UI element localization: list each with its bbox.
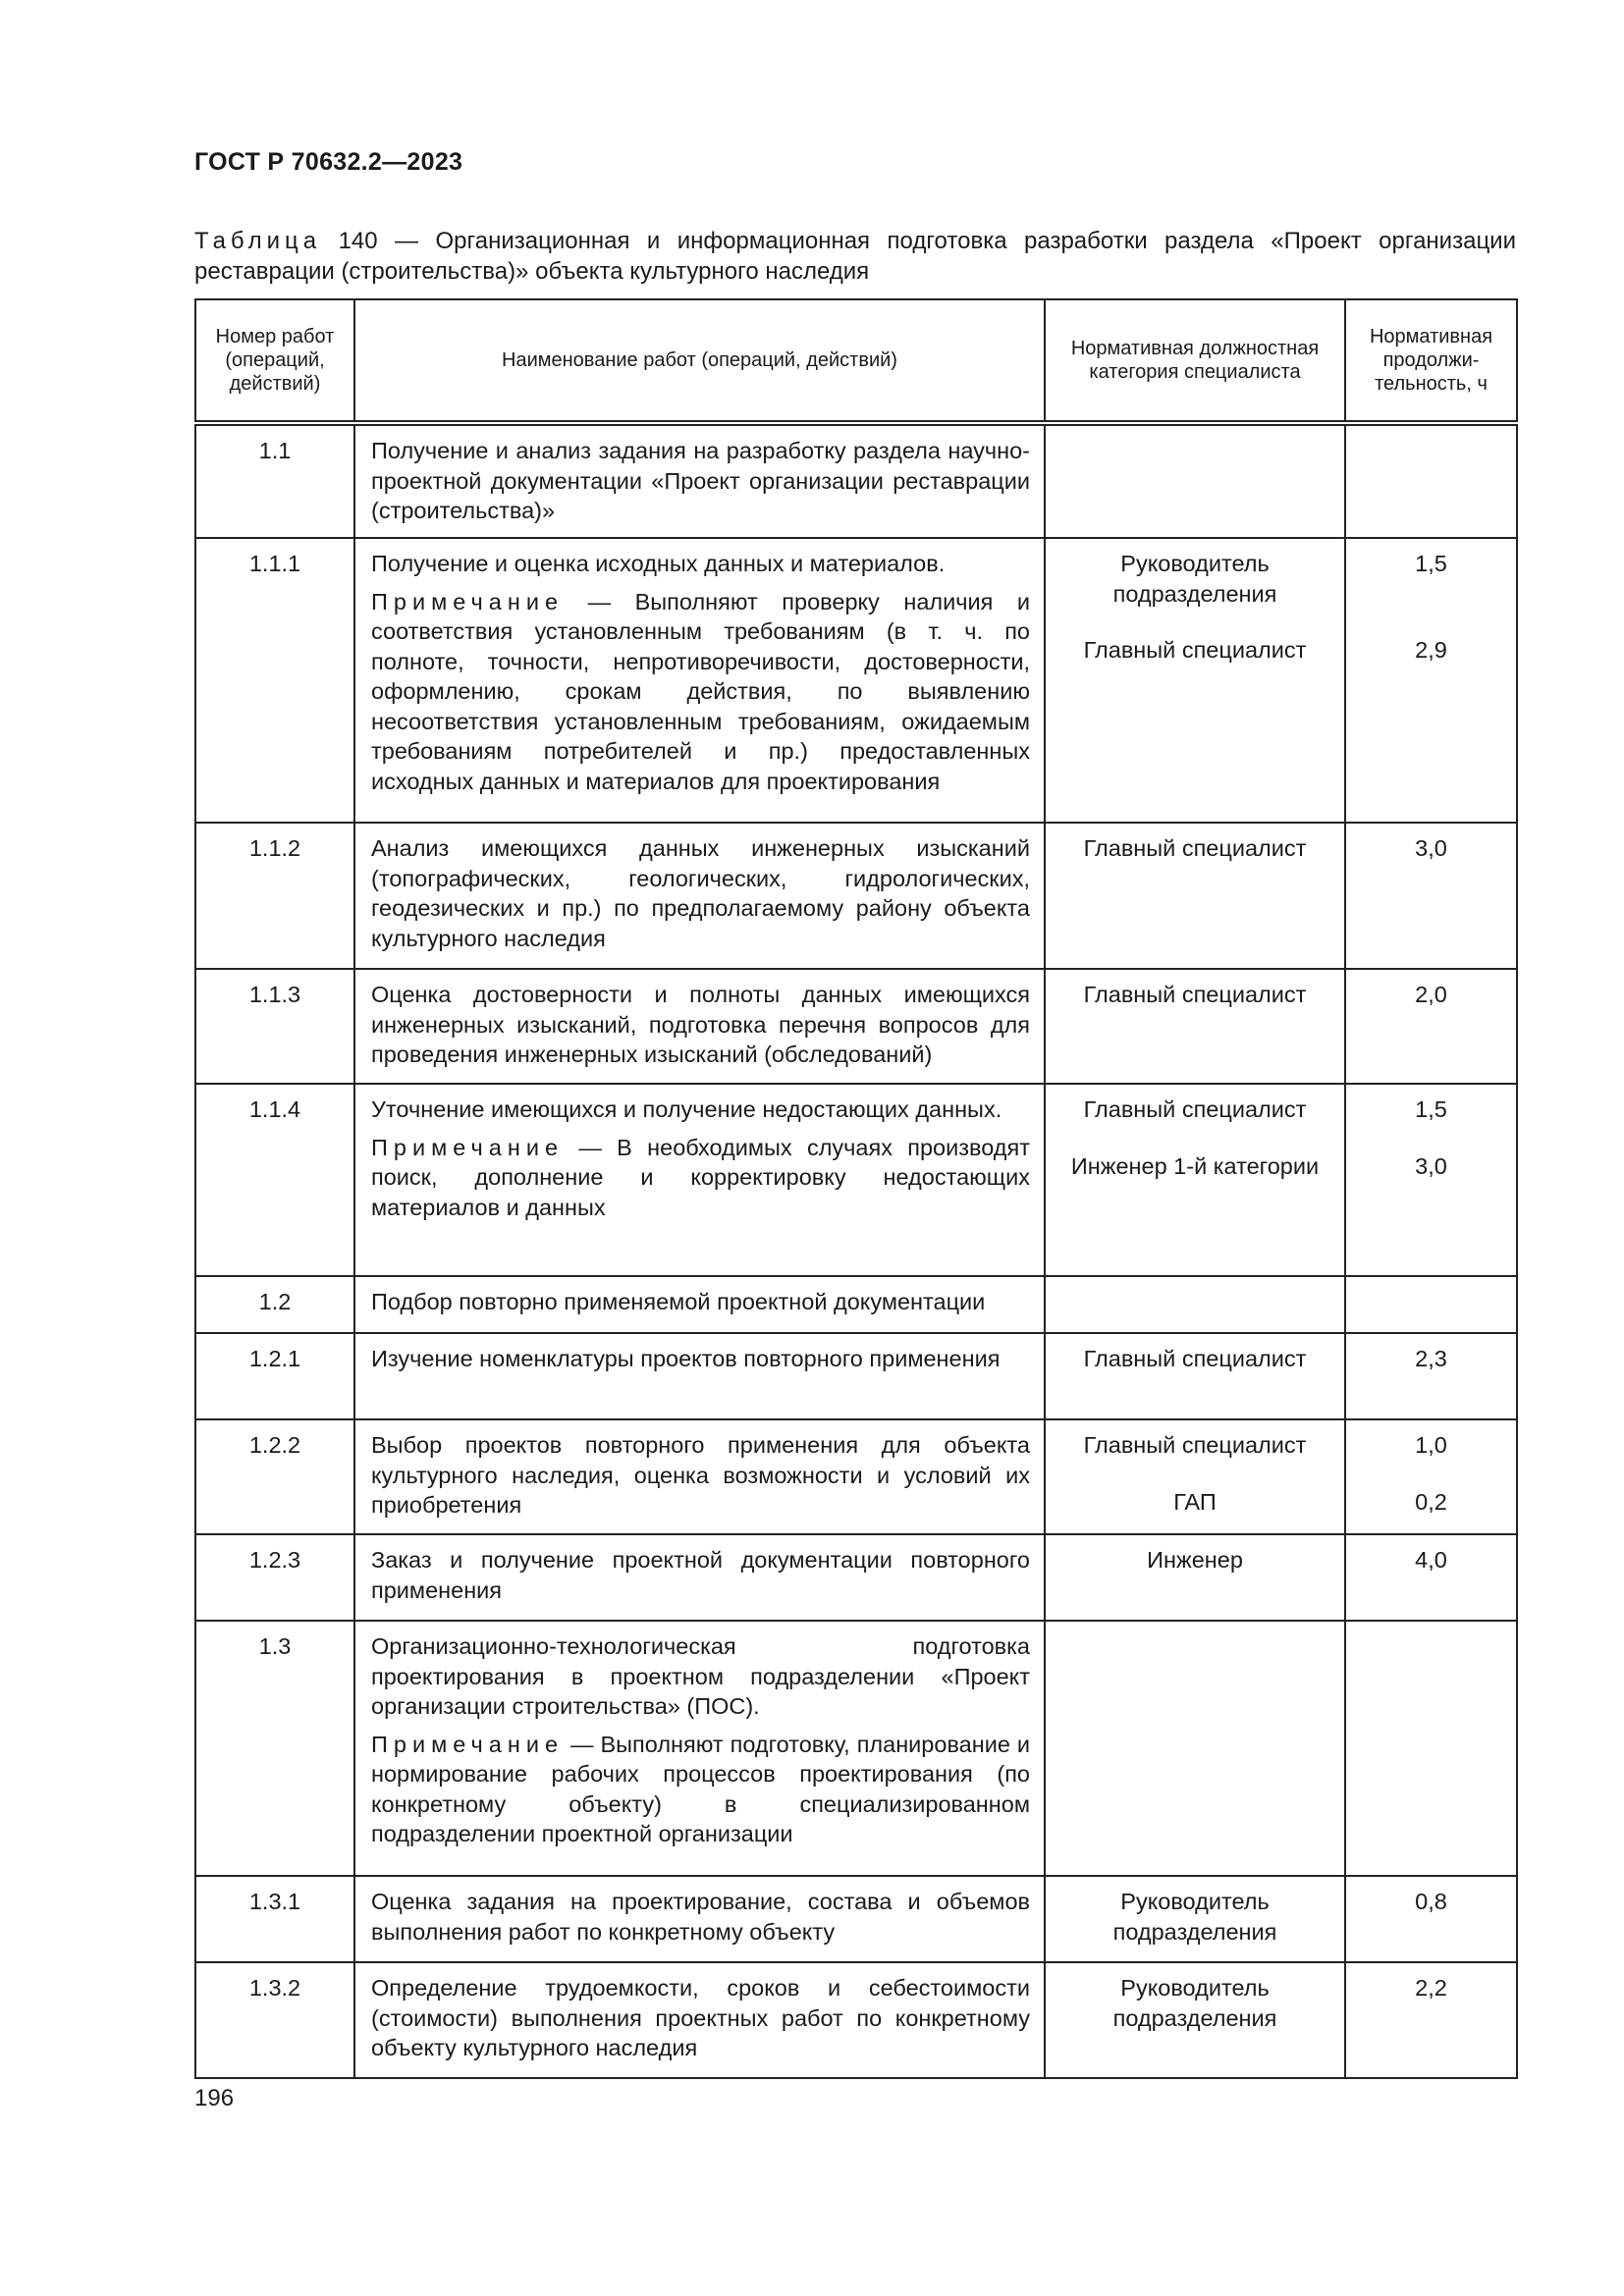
specialist-primary: Главный специалист (1083, 1096, 1307, 1122)
cell-work-name (354, 538, 1045, 823)
cell-work-number: 1.2.2 (195, 1419, 354, 1534)
caption-label: Таблица (194, 228, 322, 254)
duration-primary: 3,0 (1415, 835, 1447, 861)
cell-work-number: 1.2.1 (195, 1333, 354, 1419)
work-name: Уточнение имеющихся и получение недостающих данных. (371, 1096, 1002, 1122)
specialist-primary: Главный специалист (1083, 982, 1307, 1007)
table-row (195, 1962, 1517, 2078)
specialist-primary: Главный специалист (1083, 1432, 1307, 1458)
cell-work-name (354, 969, 1045, 1084)
work-note (371, 587, 1030, 797)
cell-work-name (354, 423, 1045, 538)
cell-specialist (1045, 1962, 1345, 2078)
table-row (195, 1084, 1517, 1276)
cell-duration (1345, 823, 1517, 969)
duration-primary: 1,5 (1415, 551, 1447, 576)
duration-primary: 0,8 (1415, 1889, 1447, 1914)
specialist-primary: Руководитель подразделения (1112, 1889, 1277, 1945)
table-row (195, 823, 1517, 969)
cell-duration (1345, 1084, 1517, 1276)
specialist-secondary: Инженер 1-й категории (1070, 1152, 1320, 1179)
table-row (195, 1276, 1517, 1333)
table-row (195, 1534, 1517, 1621)
work-name: Получение и анализ задания на разработку раздела научно-проектной документации «Проект организации реставрации (строительства)» (371, 438, 1030, 523)
cell-duration (1345, 1621, 1517, 1876)
work-note (371, 1730, 1030, 1849)
note-text: — В необходимых случаях производят поиск, дополнение и корректировку недостающих материалов и данных (371, 1134, 1031, 1220)
cell-work-number: 1.1.1 (195, 538, 354, 823)
cell-specialist (1045, 1534, 1345, 1621)
cell-work-name (354, 1276, 1045, 1333)
cell-work-name (354, 1419, 1045, 1534)
duration-secondary: 0,2 (1415, 1488, 1447, 1515)
cell-specialist (1045, 1876, 1345, 1962)
cell-specialist (1045, 538, 1345, 823)
cell-work-name (354, 1962, 1045, 2078)
cell-specialist (1045, 1333, 1345, 1419)
caption-text: 140 — Организационная и информационная подготовка разработки раздела «Проект организации реставрации (строительства)» объекта культурного наследия (194, 228, 1516, 285)
duration-primary: 4,0 (1415, 1547, 1447, 1573)
page-number: 196 (194, 2085, 235, 2111)
work-norms-table (194, 298, 1518, 2079)
work-name: Оценка задания на проектирование, состава и объемов выполнения работ по конкретному объекту (371, 1889, 1030, 1945)
cell-work-number: 1.1.2 (195, 823, 354, 969)
header-num: Номер работ (операций, действий) (195, 299, 354, 423)
specialist-primary: Главный специалист (1083, 1346, 1307, 1371)
work-name: Организационно-технологическая подготовка проектирования в проектном подразделении «Проект организации строительства» (ПОС). (371, 1633, 1030, 1719)
note-text: — Выполняют подготовку, планирование и нормирование рабочих процессов проектирования (по конкретному объекту) в специализированном подразделении проектной организации (371, 1731, 1031, 1846)
specialist-primary: Главный специалист (1083, 835, 1307, 861)
header-specialist: Нормативная должностная категория специалиста (1045, 299, 1345, 423)
cell-specialist (1045, 1276, 1345, 1333)
duration-primary: 2,2 (1415, 1975, 1447, 2001)
cell-specialist (1045, 1621, 1345, 1876)
cell-work-number: 1.3 (195, 1621, 354, 1876)
duration-primary: 2,0 (1415, 982, 1447, 1007)
cell-work-name (354, 823, 1045, 969)
cell-duration (1345, 1276, 1517, 1333)
cell-duration (1345, 1333, 1517, 1419)
cell-work-name (354, 1333, 1045, 1419)
cell-work-name (354, 1621, 1045, 1876)
table-row (195, 1419, 1517, 1534)
table-header-row (195, 299, 1517, 423)
table-row (195, 538, 1517, 823)
work-name: Анализ имеющихся данных инженерных изысканий (топографических, геологических, гидрологических, геодезических и пр.) по предполагаемому району объекта культурного наследия (371, 835, 1030, 951)
note-label: Примечание (371, 1731, 565, 1757)
header-name: Наименование работ (операций, действий) (354, 299, 1045, 423)
cell-specialist (1045, 1419, 1345, 1534)
duration-primary: 1,0 (1415, 1432, 1447, 1458)
cell-duration (1345, 969, 1517, 1084)
note-label: Примечание (371, 1134, 565, 1160)
cell-duration (1345, 1876, 1517, 1962)
note-text: — Выполняют проверку наличия и соответствия установленным требованиям (в т. ч. по полноте, точности, непротиворечивости, достоверности, оформлению, срокам действия, по выявлению несоответствия установленным требованиям, ожидаемым требованиям потребителей и пр.) предоставленных исходных данных и материалов для проектирования (371, 588, 1030, 794)
specialist-primary: Руководитель подразделения (1112, 551, 1277, 607)
work-name: Заказ и получение проектной документации повторного применения (371, 1547, 1030, 1603)
table-row (195, 423, 1517, 538)
cell-duration (1345, 538, 1517, 823)
work-name: Оценка достоверности и полноты данных имеющихся инженерных изысканий, подготовка перечня вопросов для проведения инженерных изысканий (обследований) (371, 982, 1030, 1067)
cell-work-number: 1.3.2 (195, 1962, 354, 2078)
duration-primary: 2,3 (1415, 1346, 1447, 1371)
cell-work-name (354, 1534, 1045, 1621)
header-duration: Нормативная продолжи-тельность, ч (1345, 299, 1517, 423)
cell-duration (1345, 1962, 1517, 2078)
work-note (371, 1133, 1030, 1223)
table-row (195, 969, 1517, 1084)
cell-specialist (1045, 823, 1345, 969)
cell-duration (1345, 1534, 1517, 1621)
work-name: Получение и оценка исходных данных и материалов. (371, 551, 946, 576)
cell-specialist (1045, 423, 1345, 538)
cell-work-number: 1.1 (195, 423, 354, 538)
table-row (195, 1621, 1517, 1876)
table-row (195, 1333, 1517, 1419)
document-id: ГОСТ Р 70632.2—2023 (194, 148, 463, 176)
cell-duration (1345, 423, 1517, 538)
work-name: Определение трудоемкости, сроков и себестоимости (стоимости) выполнения проектных работ по конкретному объекту культурного наследия (371, 1975, 1030, 2060)
cell-work-number: 1.2.3 (195, 1534, 354, 1621)
cell-specialist (1045, 969, 1345, 1084)
specialist-primary: Инженер (1147, 1547, 1243, 1573)
work-name: Изучение номенклатуры проектов повторного применения (371, 1346, 1001, 1371)
duration-primary: 1,5 (1415, 1096, 1447, 1122)
specialist-secondary: ГАП (1173, 1488, 1217, 1515)
cell-work-number: 1.1.3 (195, 969, 354, 1084)
work-name: Подбор повторно применяемой проектной документации (371, 1289, 986, 1314)
note-label: Примечание (371, 588, 565, 614)
cell-work-name (354, 1876, 1045, 1962)
cell-duration (1345, 1419, 1517, 1534)
cell-specialist (1045, 1084, 1345, 1276)
cell-work-number: 1.3.1 (195, 1876, 354, 1962)
cell-work-number: 1.1.4 (195, 1084, 354, 1276)
specialist-secondary: Главный специалист (1083, 637, 1307, 663)
duration-secondary: 3,0 (1415, 1152, 1447, 1179)
table-caption (194, 226, 1516, 287)
cell-work-name (354, 1084, 1045, 1276)
duration-secondary: 2,9 (1415, 637, 1447, 663)
table-row (195, 1876, 1517, 1962)
work-name: Выбор проектов повторного применения для объекта культурного наследия, оценка возможности и условий их приобретения (371, 1432, 1030, 1518)
cell-work-number: 1.2 (195, 1276, 354, 1333)
specialist-primary: Руководитель подразделения (1112, 1975, 1277, 2031)
